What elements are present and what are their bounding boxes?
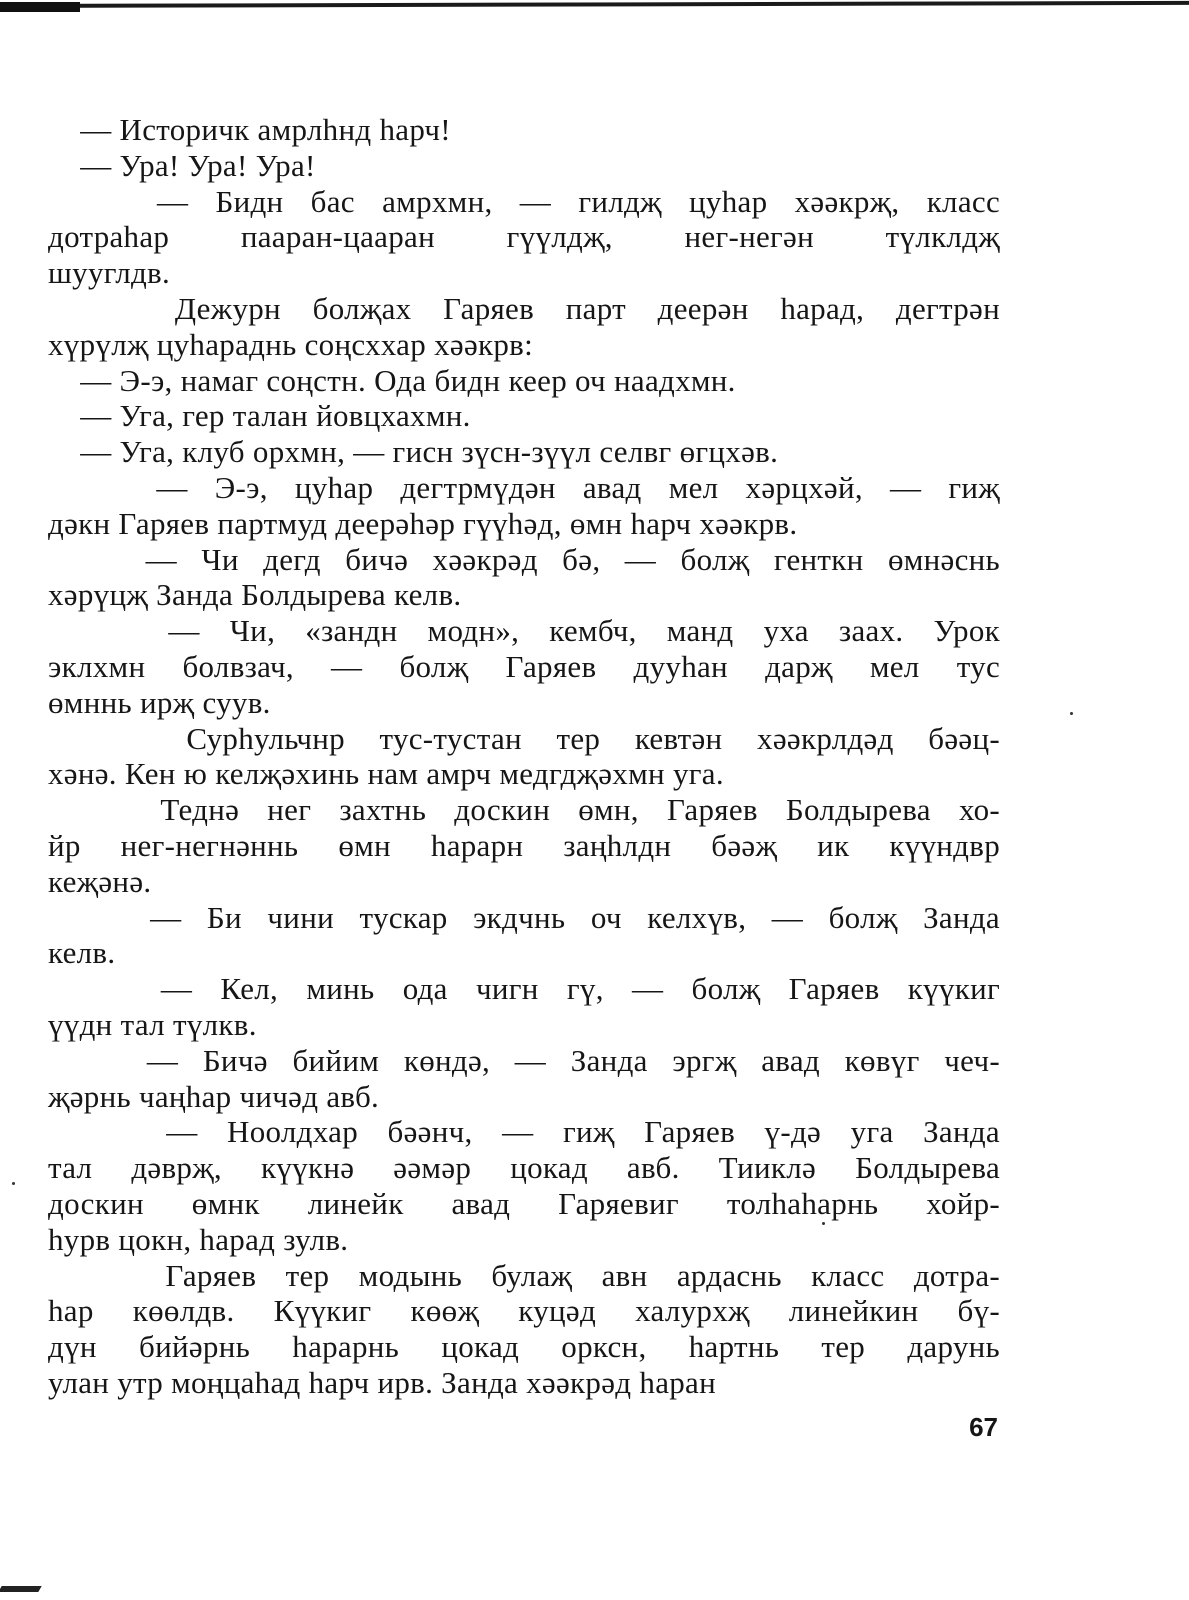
text-line: эклхмн болвзач, — болҗ Гаряев дууһан дарҗ мел тус bbox=[48, 648, 1000, 684]
scan-blot bbox=[0, 2, 80, 12]
scan-speck bbox=[822, 1222, 825, 1225]
top-border-rule bbox=[0, 1, 1189, 8]
text-line: хәрүцҗ Занда Болдырева келв. bbox=[48, 577, 462, 613]
text-line: йр нег-негнәннь өмн һарарн заңһлдн бәәҗ ик күүндвр bbox=[48, 827, 1000, 863]
scan-speck bbox=[1070, 712, 1073, 715]
text-line: дәкн Гаряев партмуд деерәһәр гүүһәд, өмн һарч хәәкрв. bbox=[48, 505, 798, 541]
text-line: — Ноолдхар бәәнч, — гиҗ Гаряев ү-дә уга Занда bbox=[48, 1114, 1000, 1150]
scan-corner-mark bbox=[0, 1586, 42, 1592]
text-line: доскин өмнк линейк авад Гаряевиг толһаһарнь хойр- bbox=[48, 1185, 1000, 1221]
scan-top-edge bbox=[0, 0, 1189, 12]
text-line: Дежурн болҗах Гаряев парт деерән һарад, дегтрән bbox=[48, 290, 1000, 326]
page-body-text bbox=[48, 112, 1000, 1401]
text-line: — Бидн бас амрхмн, — гилдҗ цуһар хәәкрҗ, класс bbox=[48, 183, 1000, 219]
text-line: — Э-э, намаг соңстн. Ода бидн кеер оч наадхмн. bbox=[48, 362, 736, 398]
text-line: улан утр моңцаһад һарч ирв. Занда хәәкрәд һаран bbox=[48, 1364, 717, 1400]
text-line: Гаряев тер модынь булаҗ авн ардаснь класс дотра- bbox=[48, 1257, 1000, 1293]
text-line: — Чи, «зандн модн», кембч, манд уха заах. Урок bbox=[48, 613, 1000, 649]
text-line: — Э-э, цуһар дегтрмүдән авад мел хәрцхәй, — гиҗ bbox=[48, 469, 1000, 505]
text-line: келв. bbox=[48, 935, 116, 971]
text-line: һар көөлдв. Күүкиг көөҗ куцәд халурхҗ линейкин бү- bbox=[48, 1293, 1000, 1329]
text-line: үүдн тал түлкв. bbox=[48, 1006, 257, 1042]
text-line: — Историчк амрлһнд һарч! bbox=[48, 112, 451, 147]
text-line: дотраһар пааран-цааран гүүлдҗ, нег-негән түлклдҗ bbox=[48, 219, 1000, 255]
text-line: — Ура! Ура! Ура! bbox=[48, 147, 316, 183]
page-number: 67 bbox=[969, 1412, 998, 1442]
text-line: хәнә. Кен ю келҗәхинь нам амрч медгдҗәхмн уга. bbox=[48, 756, 724, 792]
text-line: — Бичә бийим көндә, — Занда эргҗ авад көвүг чеч- bbox=[48, 1042, 1000, 1078]
text-line: шууглдв. bbox=[48, 255, 171, 291]
text-line: һурв цокн, һарад зулв. bbox=[48, 1221, 349, 1257]
scan-speck bbox=[12, 1182, 15, 1185]
text-line: — Би чини тускар экдчнь оч келхүв, — болҗ Занда bbox=[48, 899, 1000, 935]
text-line: — Уга, гер талан йовцхахмн. bbox=[48, 398, 471, 434]
text-line: өмннь ирҗ суув. bbox=[48, 684, 271, 720]
text-line: — Кел, минь ода чигн гү, — болҗ Гаряев күүкиг bbox=[48, 971, 1000, 1007]
text-line: Теднә нег захтнь доскин өмн, Гаряев Болдырева хо- bbox=[48, 792, 1000, 828]
text-line: җәрнь чаңһар чичәд авб. bbox=[48, 1078, 380, 1114]
text-line: — Чи дегд бичә хәәкрәд бә, — болҗ генткн өмнәснь bbox=[48, 541, 1000, 577]
text-line: Сурһульчнр тус-тустан тер кевтән хәәкрлдәд бәәц- bbox=[48, 720, 1000, 756]
text-line: хүрүлҗ цуһараднь соңсххар хәәкрв: bbox=[48, 326, 534, 362]
text-line: — Уга, клуб орхмн, — гисн зүсн-зүүл селвг өгцхәв. bbox=[48, 434, 779, 470]
text-line: тал дәврҗ, күүкнә әәмәр цокад авб. Тииклә Болдырева bbox=[48, 1150, 1000, 1186]
text-line: кеҗәнә. bbox=[48, 863, 152, 899]
text-line: дүн бийәрнь һарарнь цокад орксн, һартнь тер дарунь bbox=[48, 1329, 1000, 1365]
